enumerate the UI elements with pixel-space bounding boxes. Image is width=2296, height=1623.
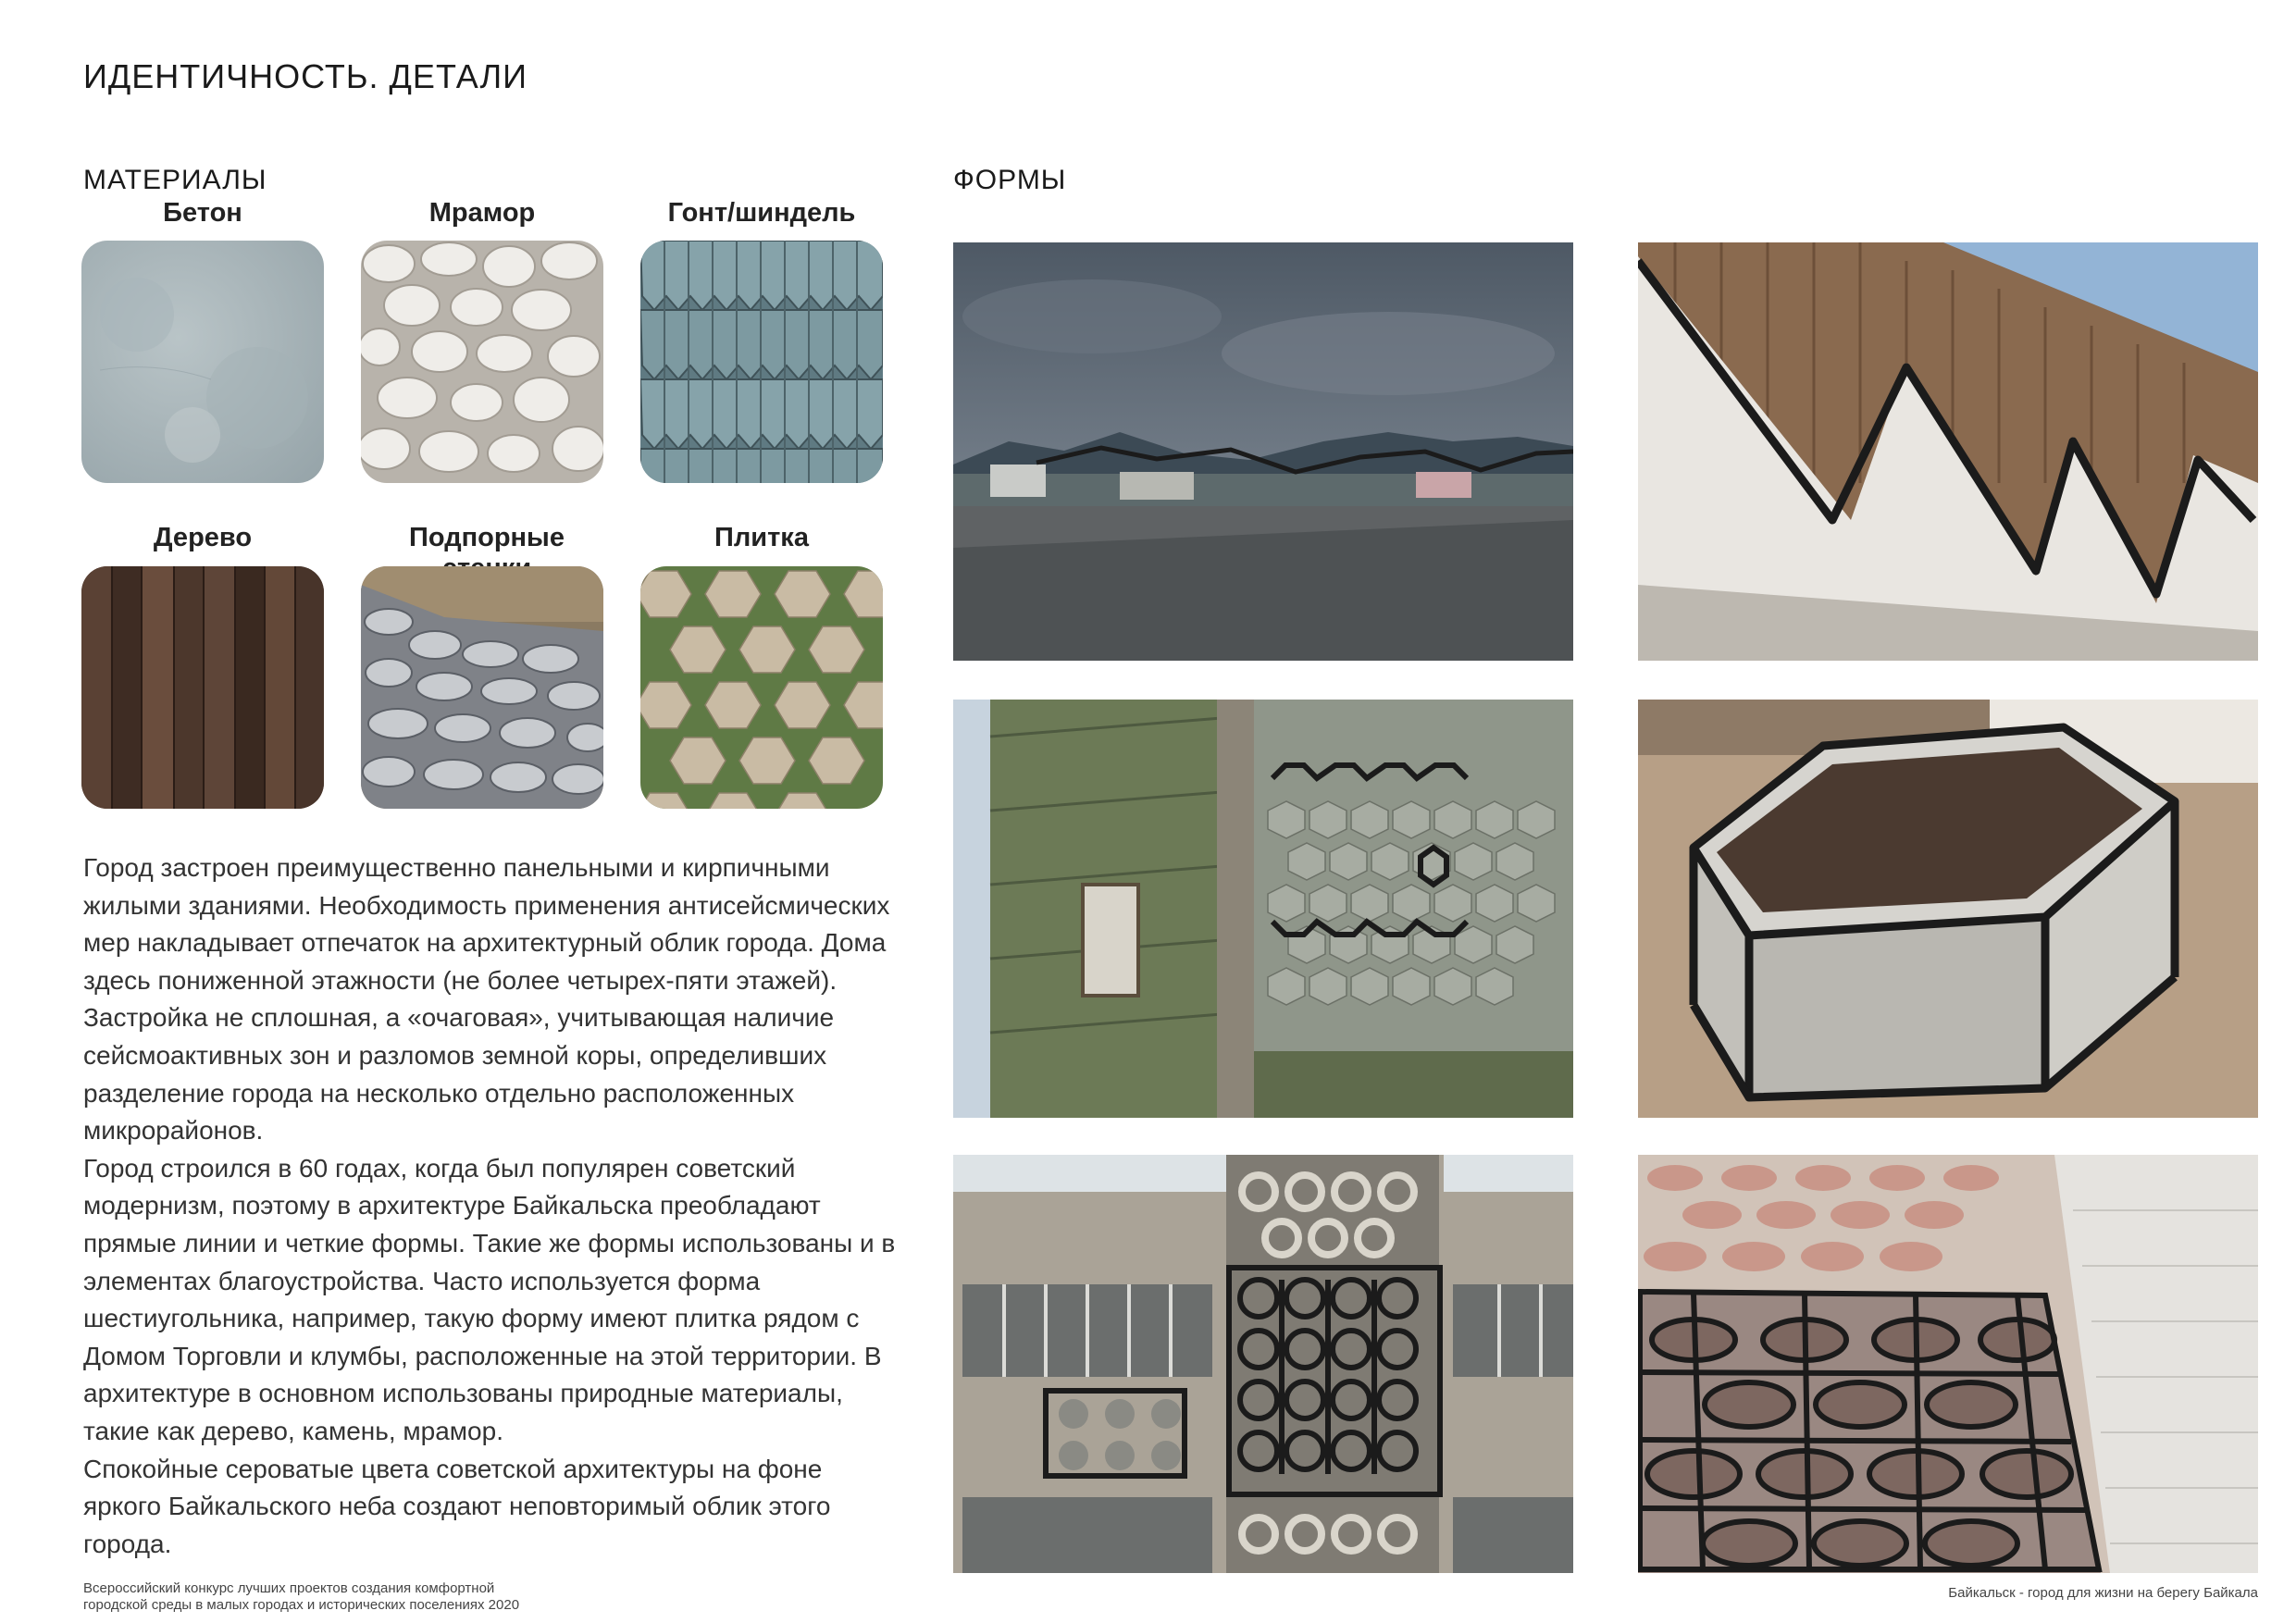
circle-panel-facade-photo	[953, 1155, 1573, 1573]
description-paragraph: Город строился в 60 годах, когда был популярен советский модернизм, поэтому в архитектуре Байкальска преобладают прямые линии и четкие формы. Такие же формы использованы и в элементах благоустройства. Часто используется форма шестиугольника, например, такую форму имеют плитка рядом с Домом Торговли и клумбы, расположенные на этой территории. В архитектуре в основном использованы природные материалы, такие как дерево, камень, мрамор.	[83, 1153, 896, 1445]
materials-heading: МАТЕРИАЛЫ	[83, 165, 267, 195]
description-paragraph: Город застроен преимущественно панельными и кирпичными жилыми зданиями. Необходимость применения антисейсмических мер накладывает отпечаток на архитектурный облик города. Дома здесь пониженной этажности (не более четырех-пяти этажей). Застройка не сплошная, а «очаговая», учитывающая наличие сейсмоактивных зон и разломов земной коры, определивших разделение города на несколько отдельно расположенных микрорайонов.	[83, 853, 890, 1146]
material-label-tile: Плитка	[714, 523, 809, 552]
material-label-concrete: Бетон	[163, 198, 242, 228]
concrete-swatch	[81, 241, 324, 483]
footer-tagline: Байкальск - город для жизни на берегу Байкала	[1948, 1585, 2258, 1601]
footer-contest-info	[83, 1580, 519, 1614]
zigzag-roof-photo	[1638, 242, 2258, 661]
page-title: ИДЕНТИЧНОСТЬ. ДЕТАЛИ	[83, 57, 528, 95]
material-label-marble: Мрамор	[428, 198, 536, 228]
marble-swatch	[361, 241, 603, 483]
description-text	[83, 849, 898, 1563]
retaining-wall-swatch	[361, 566, 603, 809]
material-label-retaining-walls: Подпорные	[409, 523, 565, 552]
hexagon-shingle-facade-photo	[953, 700, 1573, 1118]
footer-contest-line-2: городской среды в малых городах и исторических поселениях 2020	[83, 1597, 520, 1613]
footer-contest-line-1: Всероссийский конкурс лучших проектов создания комфортной	[83, 1580, 495, 1596]
hexagonal-planter-photo	[1638, 700, 2258, 1118]
wood-swatch	[81, 566, 324, 809]
material-label-wood: Дерево	[153, 523, 253, 552]
paving-circles-photo	[1638, 1155, 2258, 1573]
shingle-swatch	[640, 241, 883, 483]
description-paragraph: Спокойные сероватые цвета советской архитектуры на фоне яркого Байкальского неба создают неповторимый облик этого города.	[83, 1454, 831, 1558]
forms-heading: ФОРМЫ	[953, 165, 1067, 195]
material-label-shingle: Гонт/шиндель	[667, 198, 856, 228]
square-mountains-photo	[953, 242, 1573, 661]
tile-swatch	[640, 566, 883, 809]
